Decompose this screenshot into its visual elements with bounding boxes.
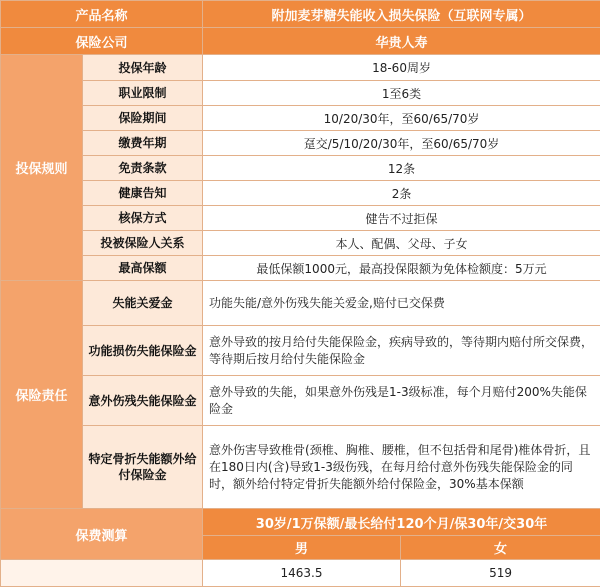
rules-row [1,256,600,281]
male-label: 男 [203,536,401,560]
liability-row [1,281,600,326]
rules-row [1,106,600,131]
female-premium: 519 [401,560,600,587]
liability-value: 意外伤害导致椎骨(颈椎、胸椎、腰椎，但不包括骨和尾骨)椎体骨折，且在180日内(含)导致1-3级伤残，在每月给付意外伤残失能保险金的同时，额外给付特定骨折失能额外给付保险金，30%基本保额 [203,426,600,509]
liability-value: 意外导致的失能，如果意外伤残是1-3级标准，每个月赔付200%失能保险金 [203,376,600,426]
rules-row [1,181,600,206]
rule-value: 18-60周岁 [203,55,600,81]
rule-value: 12条 [203,156,600,181]
company-label: 保险公司 [1,28,203,55]
rule-value: 2条 [203,181,600,206]
product-name-row [1,1,600,28]
liability-row [1,326,600,376]
premium-scenario-row [1,509,600,536]
rules-row [1,81,600,106]
rule-label: 职业限制 [83,81,203,106]
liability-row [1,426,600,509]
rules-row [1,231,600,256]
liability-row [1,376,600,426]
rules-row [1,156,600,181]
rule-value: 趸交/5/10/20/30年，至60/65/70岁 [203,131,600,156]
rule-label: 免责条款 [83,156,203,181]
liability-value: 功能失能/意外伤残失能关爱金,赔付已交保费 [203,281,600,326]
liability-label: 意外伤残失能保险金 [83,376,203,426]
premium-spacer [1,560,203,587]
liability-label: 特定骨折失能额外给付保险金 [83,426,203,509]
rule-label: 最高保额 [83,256,203,281]
rules-row [1,206,600,231]
product-name-label: 产品名称 [1,1,203,28]
rule-value: 本人、配偶、父母、子女 [203,231,600,256]
rule-label: 缴费年期 [83,131,203,156]
rule-label: 核保方式 [83,206,203,231]
premium-value-row [1,560,600,587]
company-row [1,28,600,55]
rule-label: 投被保险人关系 [83,231,203,256]
rule-label: 投保年龄 [83,55,203,81]
product-name-value: 附加麦芽糖失能收入损失保险（互联网专属） [203,1,600,28]
liability-value: 意外导致的按月给付失能保险金，疾病导致的，等待期内赔付所交保费，等待期后按月给付失能保险金 [203,326,600,376]
rules-row [1,131,600,156]
liability-category: 保险责任 [1,281,83,509]
rule-value: 10/20/30年，至60/65/70岁 [203,106,600,131]
liability-label: 功能损伤失能保险金 [83,326,203,376]
liability-label: 失能关爱金 [83,281,203,326]
rules-category: 投保规则 [1,55,83,281]
premium-scenario: 30岁/1万保额/最长给付120个月/保30年/交30年 [203,509,600,536]
female-label: 女 [401,536,600,560]
rule-value: 1至6类 [203,81,600,106]
rule-value: 健告不过拒保 [203,206,600,231]
company-value: 华贵人寿 [203,28,600,55]
rule-label: 健康告知 [83,181,203,206]
rule-label: 保险期间 [83,106,203,131]
rule-value: 最低保额1000元，最高投保限额为免体检额度：5万元 [203,256,600,281]
male-premium: 1463.5 [203,560,401,587]
premium-category: 保费测算 [1,509,203,560]
rules-row [1,55,600,81]
